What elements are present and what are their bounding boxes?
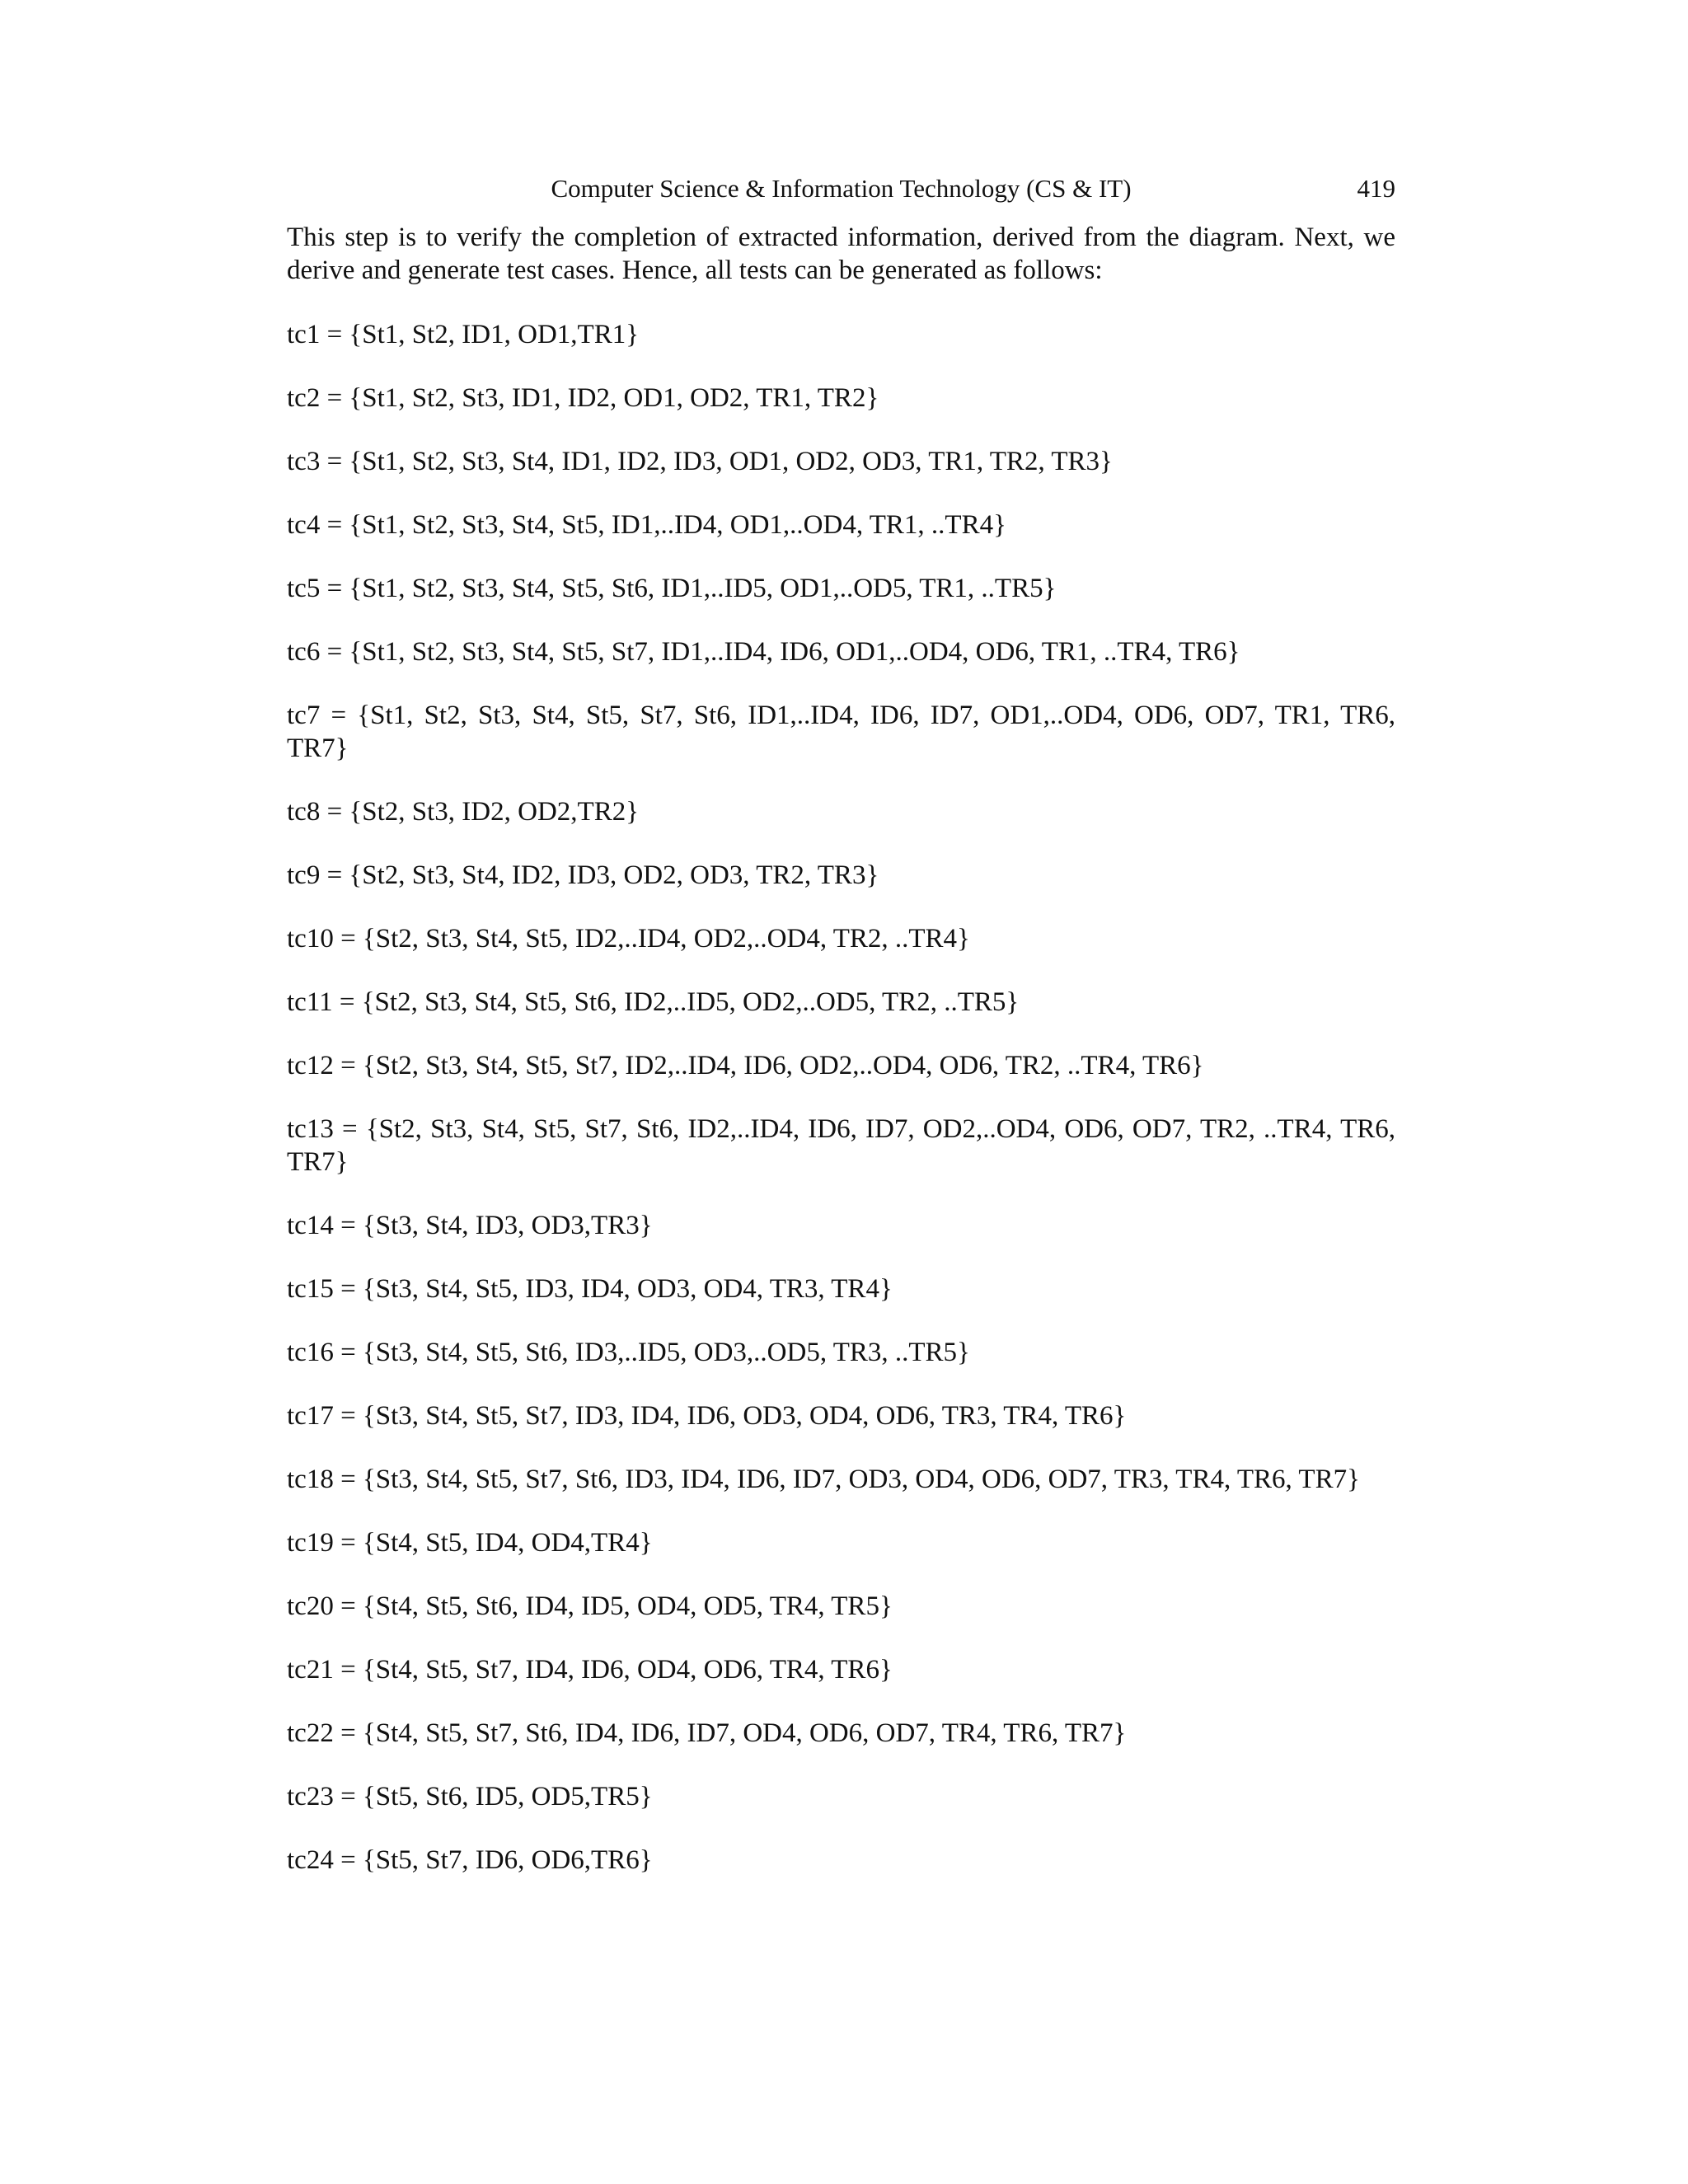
test-case-9: tc9 = {St2, St3, St4, ID2, ID3, OD2, OD3, TR2, TR3} [287, 860, 879, 890]
running-header [287, 169, 1395, 209]
test-case-17: tc17 = {St3, St4, St5, St7, ID3, ID4, ID6, OD3, OD4, OD6, TR3, TR4, TR6} [287, 1401, 1127, 1431]
journal-title: Computer Science & Information Technology (CS & IT) [551, 174, 1132, 203]
test-case-14: tc14 = {St3, St4, ID3, OD3,TR3} [287, 1211, 653, 1240]
test-case-24: tc24 = {St5, St7, ID6, OD6,TR6} [287, 1845, 653, 1875]
test-case-4: tc4 = {St1, St2, St3, St4, St5, ID1,..ID4, OD1,..OD4, TR1, ..TR4} [287, 510, 1006, 540]
test-case-8: tc8 = {St2, St3, ID2, OD2,TR2} [287, 797, 640, 827]
test-case-19: tc19 = {St4, St5, ID4, OD4,TR4} [287, 1528, 653, 1558]
test-case-21: tc21 = {St4, St5, St7, ID4, ID6, OD4, OD6, TR4, TR6} [287, 1655, 893, 1685]
test-case-20: tc20 = {St4, St5, St6, ID4, ID5, OD4, OD5, TR4, TR5} [287, 1591, 893, 1621]
main-content [287, 221, 1395, 1907]
test-case-list [287, 318, 1395, 1877]
page-number: 419 [1357, 174, 1395, 203]
intro-paragraph: This step is to verify the completion of extracted information, derived from the diagram. Next, we derive and generate test cases. Hence, all tests can be generated as follows: [287, 223, 1395, 285]
test-case-11: tc11 = {St2, St3, St4, St5, St6, ID2,..ID5, OD2,..OD5, TR2, ..TR5} [287, 987, 1020, 1017]
test-case-23: tc23 = {St5, St6, ID5, OD5,TR5} [287, 1782, 653, 1811]
test-case-7: tc7 = {St1, St2, St3, St4, St5, St7, St6, ID1,..ID4, ID6, ID7, OD1,..OD4, OD6, OD7, TR1, TR6, TR7} [287, 701, 1395, 763]
test-case-18: tc18 = {St3, St4, St5, St7, St6, ID3, ID4, ID6, ID7, OD3, OD4, OD6, OD7, TR3, TR4, TR6, TR7} [287, 1465, 1360, 1494]
test-case-16: tc16 = {St3, St4, St5, St6, ID3,..ID5, OD3,..OD5, TR3, ..TR5} [287, 1338, 970, 1367]
test-case-12: tc12 = {St2, St3, St4, St5, St7, ID2,..ID4, ID6, OD2,..OD4, OD6, TR2, ..TR4, TR6} [287, 1051, 1204, 1080]
test-case-1: tc1 = {St1, St2, ID1, OD1,TR1} [287, 320, 640, 349]
test-case-5: tc5 = {St1, St2, St3, St4, St5, St6, ID1,..ID5, OD1,..OD5, TR1, ..TR5} [287, 574, 1057, 603]
test-case-22: tc22 = {St4, St5, St7, St6, ID4, ID6, ID7, OD4, OD6, OD7, TR4, TR6, TR7} [287, 1718, 1127, 1748]
test-case-6: tc6 = {St1, St2, St3, St4, St5, St7, ID1,..ID4, ID6, OD1,..OD4, OD6, TR1, ..TR4, TR6} [287, 637, 1240, 667]
test-case-13: tc13 = {St2, St3, St4, St5, St7, St6, ID2,..ID4, ID6, ID7, OD2,..OD4, OD6, OD7, TR2, ..TR4, TR6, TR7} [287, 1114, 1395, 1177]
test-case-10: tc10 = {St2, St3, St4, St5, ID2,..ID4, OD2,..OD4, TR2, ..TR4} [287, 924, 970, 954]
test-case-2: tc2 = {St1, St2, St3, ID1, ID2, OD1, OD2, TR1, TR2} [287, 383, 879, 413]
test-case-3: tc3 = {St1, St2, St3, St4, ID1, ID2, ID3, OD1, OD2, OD3, TR1, TR2, TR3} [287, 447, 1113, 476]
test-case-15: tc15 = {St3, St4, St5, ID3, ID4, OD3, OD4, TR3, TR4} [287, 1274, 893, 1304]
